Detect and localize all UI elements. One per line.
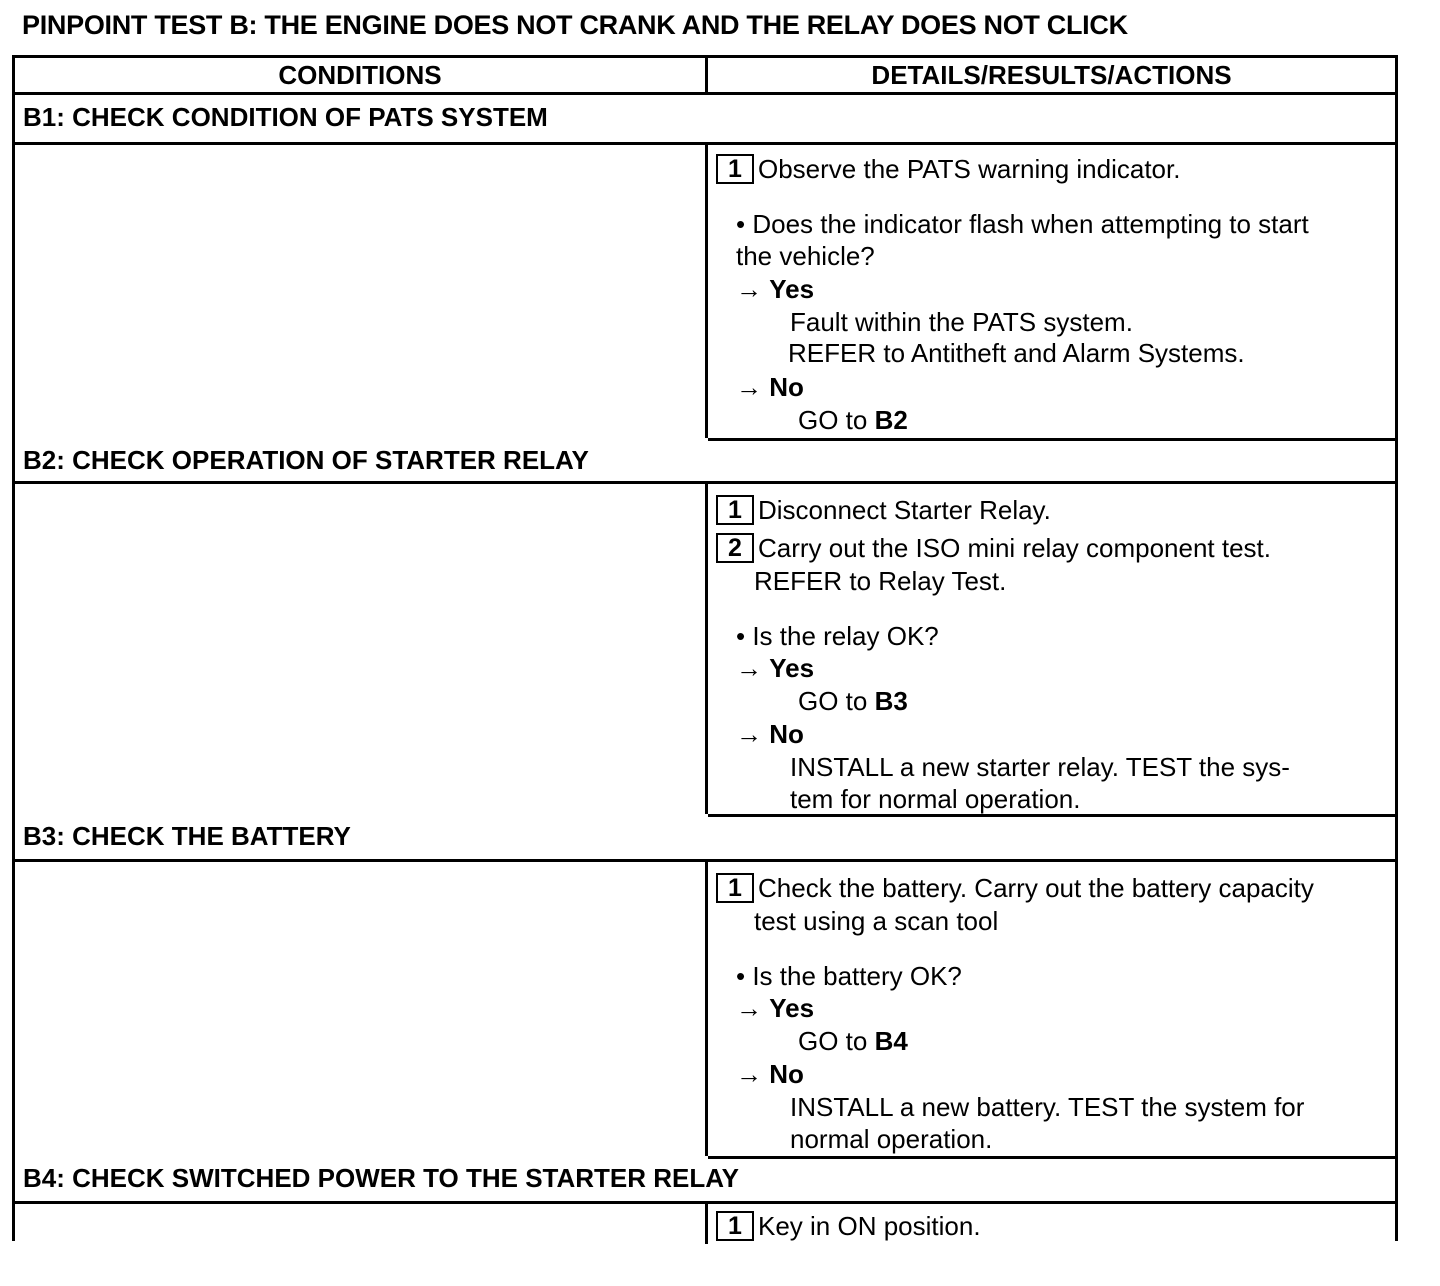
step-text: Key in ON position. <box>758 1211 981 1241</box>
step-number-box: 1 <box>716 154 754 184</box>
section-heading-b4: B4: CHECK SWITCHED POWER TO THE STARTER RELAY <box>15 1156 1395 1204</box>
step-number-box: 1 <box>716 495 754 525</box>
step-item <box>716 532 1271 565</box>
no-action: tem for normal operation. <box>790 784 1081 814</box>
no-branch: → No <box>736 1059 804 1089</box>
yes-action: GO to B3 <box>798 686 908 716</box>
no-action: GO to B2 <box>798 405 908 435</box>
yes-action: Fault within the PATS system. <box>790 307 1133 337</box>
step-continuation: test using a scan tool <box>754 906 999 936</box>
yes-branch: → Yes <box>736 274 815 304</box>
page-title: PINPOINT TEST B: THE ENGINE DOES NOT CRANK AND THE RELAY DOES NOT CLICK <box>22 10 1128 40</box>
step-item <box>716 153 1180 186</box>
step-item <box>716 1210 981 1243</box>
question-text: • Is the relay OK? <box>736 621 939 651</box>
section-body-b4 <box>708 1204 1395 1244</box>
step-number-box: 2 <box>716 533 754 563</box>
yes-branch: → Yes <box>736 653 815 683</box>
section-body-b2 <box>708 484 1395 817</box>
no-branch: → No <box>736 719 804 749</box>
step-number-box: 1 <box>716 1211 754 1241</box>
arrow-icon: → <box>736 274 762 304</box>
yes-action: GO to B4 <box>798 1026 908 1056</box>
section-heading-b2: B2: CHECK OPERATION OF STARTER RELAY <box>15 438 1395 484</box>
section-heading-b1: B1: CHECK CONDITION OF PATS SYSTEM <box>15 95 1395 145</box>
column-header-details: DETAILS/RESULTS/ACTIONS <box>871 60 1232 90</box>
yes-branch: → Yes <box>736 993 815 1023</box>
question-text: the vehicle? <box>736 241 875 271</box>
step-text: Check the battery. Carry out the battery capacity <box>758 873 1314 903</box>
question-text: • Does the indicator flash when attempting to start <box>736 209 1309 239</box>
step-continuation: REFER to Relay Test. <box>754 566 1007 596</box>
no-action: INSTALL a new starter relay. TEST the sys- <box>790 752 1290 782</box>
step-number-box: 1 <box>716 873 754 903</box>
arrow-icon: → <box>736 1059 762 1089</box>
step-text: Disconnect Starter Relay. <box>758 495 1051 525</box>
yes-action: REFER to Antitheft and Alarm Systems. <box>788 338 1245 368</box>
section-heading-b3: B3: CHECK THE BATTERY <box>15 814 1395 862</box>
arrow-icon: → <box>736 653 762 683</box>
step-item <box>716 494 1051 527</box>
column-header-conditions: CONDITIONS <box>278 60 442 90</box>
section-body-b3 <box>708 862 1395 1159</box>
step-item <box>716 872 1314 905</box>
step-text: Observe the PATS warning indicator. <box>758 154 1181 184</box>
section-body-b1 <box>708 145 1395 441</box>
column-divider <box>705 58 708 95</box>
arrow-icon: → <box>736 372 762 402</box>
arrow-icon: → <box>736 719 762 749</box>
no-action: normal operation. <box>790 1124 993 1154</box>
no-action: INSTALL a new battery. TEST the system for <box>790 1092 1305 1122</box>
pinpoint-test-table <box>12 55 1398 1241</box>
step-text: Carry out the ISO mini relay component test. <box>758 533 1271 563</box>
arrow-icon: → <box>736 993 762 1023</box>
question-text: • Is the battery OK? <box>736 961 962 991</box>
no-branch: → No <box>736 372 804 402</box>
